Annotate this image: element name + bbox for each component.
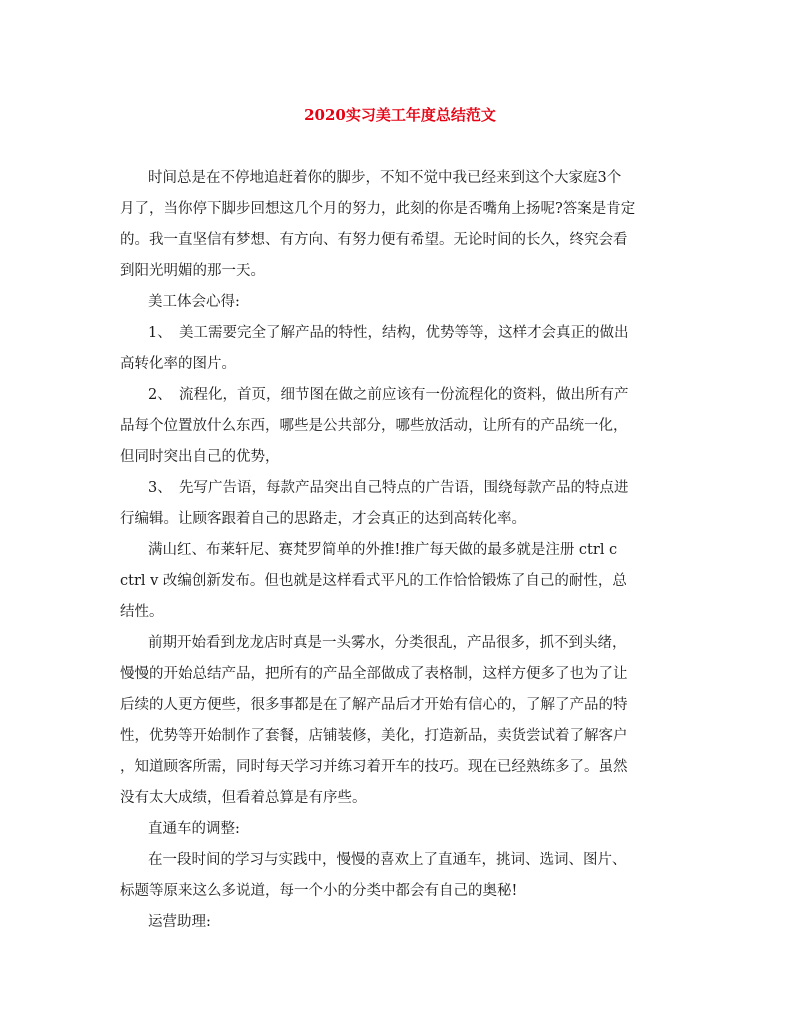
paragraph-line: 慢慢的开始总结产品，把所有的产品全部做成了表格制，这样方便多了也为了让 xyxy=(120,666,628,682)
paragraph xyxy=(120,845,680,907)
paragraph-line: 性，优势等开始制作了套餐，店铺装修，美化，打造新品，卖货尝试着了解客户 xyxy=(120,728,628,744)
paragraph-line: 美工体会心得: xyxy=(148,294,240,310)
paragraph-line: ctrl v 改编创新发布。但也就是这样看式平凡的工作恰恰锻炼了自己的耐性，总 xyxy=(120,573,627,589)
paragraph xyxy=(120,380,680,473)
paragraph-line: 的。我一直坚信有梦想、有方向、有努力便有希望。无论时间的长久，终究会看 xyxy=(120,232,628,248)
paragraph-line: 月了，当你停下脚步回想这几个月的努力，此刻的你是否嘴角上扬呢?答案是肯定 xyxy=(120,201,636,217)
paragraph-line: 行编辑。让顾客跟着自己的思路走，才会真正的达到高转化率。 xyxy=(120,511,526,527)
paragraph-line: 品每个位置放什么东西，哪些是公共部分，哪些放活动，让所有的产品统一化， xyxy=(120,418,628,434)
paragraph-line: 直通车的调整: xyxy=(148,821,240,837)
paragraph xyxy=(120,814,680,845)
paragraph-line: 时间总是在不停地追赶着你的脚步，不知不觉中我已经来到这个大家庭3个 xyxy=(148,170,622,186)
paragraph xyxy=(120,628,680,814)
paragraph-line: 但同时突出自己的优势， xyxy=(120,449,280,465)
paragraph-line: 3、 先写广告语，每款产品突出自己特点的广告语，围绕每款产品的特点进 xyxy=(148,480,629,496)
paragraph-line: 满山红、布莱轩尼、赛梵罗简单的外推!推广每天做的最多就是注册 ctrl c xyxy=(148,542,618,558)
document-title: 2020实习美工年度总结范文 xyxy=(304,106,496,124)
paragraph-line: ，知道顾客所需，同时每天学习并练习着开车的技巧。现在已经熟练多了。虽然 xyxy=(120,759,628,775)
paragraph-line: 后续的人更方便些，很多事都是在了解产品后才开始有信心的，了解了产品的特 xyxy=(120,697,628,713)
paragraph-line: 结性。 xyxy=(120,604,164,620)
paragraph-line: 2、 流程化，首页，细节图在做之前应该有一份流程化的资料，做出所有产 xyxy=(148,387,629,403)
paragraph-line: 标题等原来这么多说道，每一个小的分类中都会有自己的奥秘! xyxy=(120,883,518,899)
paragraph xyxy=(120,287,680,318)
paragraph xyxy=(120,318,680,380)
paragraph-line: 没有太大成绩，但看着总算是有序些。 xyxy=(120,790,367,806)
paragraph xyxy=(120,163,680,287)
paragraph-line: 在一段时间的学习与实践中，慢慢的喜欢上了直通车，挑词、选词、图片、 xyxy=(148,852,627,868)
paragraph xyxy=(120,907,680,938)
paragraph-line: 高转化率的图片。 xyxy=(120,356,236,372)
paragraph xyxy=(120,473,680,535)
paragraph-line: 前期开始看到龙龙店时真是一头雾水，分类很乱，产品很多，抓不到头绪， xyxy=(148,635,627,651)
document-body xyxy=(120,163,680,938)
paragraph xyxy=(120,535,680,628)
paragraph-line: 运营助理: xyxy=(148,914,211,930)
paragraph-line: 到阳光明媚的那一天。 xyxy=(120,263,265,279)
paragraph-line: 1、 美工需要完全了解产品的特性，结构，优势等等，这样才会真正的做出 xyxy=(148,325,629,341)
